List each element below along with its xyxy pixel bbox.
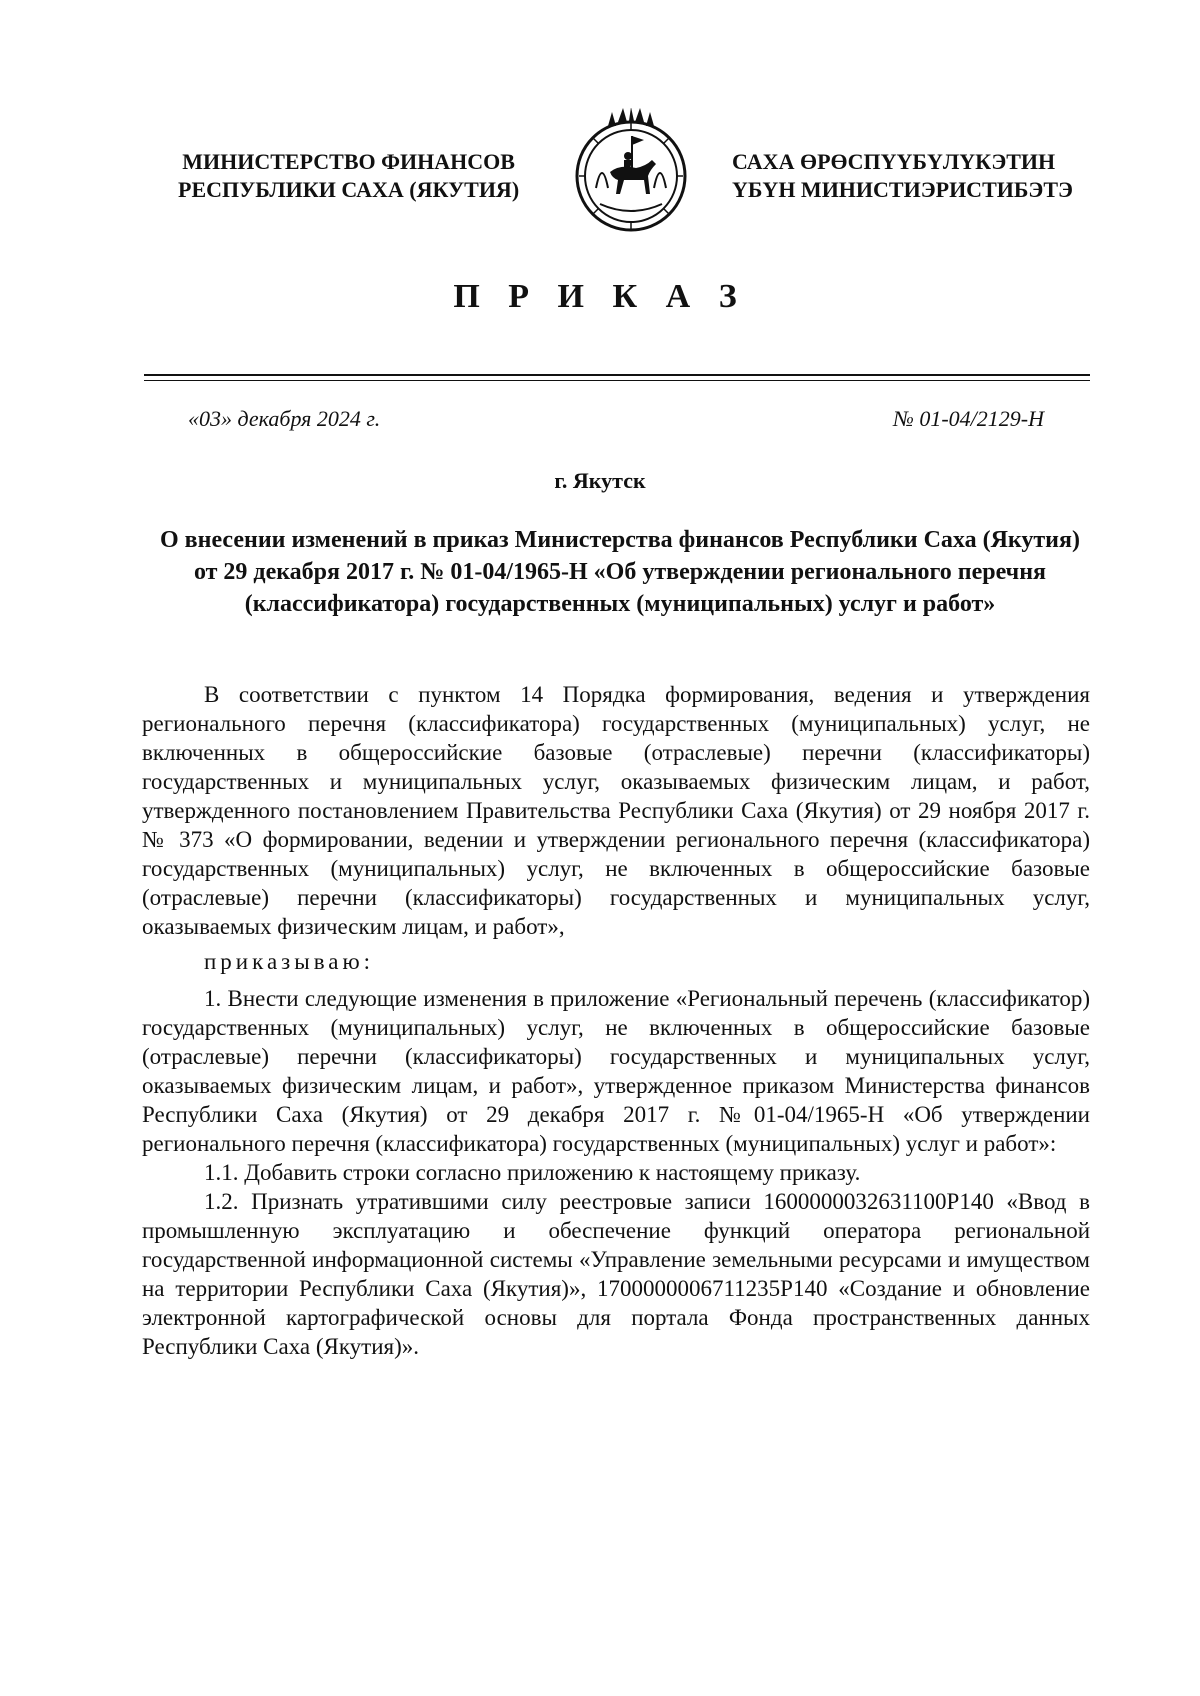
ministry-name-russian-line1: МИНИСТЕРСТВО ФИНАНСОВ [182,149,515,174]
ministry-name-sakha-line1: САХА ӨРӨСПҮҮБҮЛҮКЭТИН [732,149,1056,174]
item-1-paragraph: 1. Внести следующие изменения в приложение «Региональный перечень (классификатор) государственных (муниципальных) услуг, не включенных в общероссийские базовые (отраслевые) перечни (классификаторы) государственных и муниципальных услуг, оказываемых физическим лицам, и работ», утвержденное приказом Министерства финансов Республики Саха (Якутия) от 29 декабря 2017 г. №01-04/1965-Н «Об утверждении регионального перечня (классификатора) государственных (муниципальных) услуг и работ»: [142,986,1090,1156]
ministry-name-sakha-line2: ҮБҮН МИНИСТИЭРИСТИБЭТЭ [732,177,1073,202]
coat-of-arms-emblem-icon [572,108,690,233]
document-header [0,108,1200,258]
document-number: № 01-04/2129-Н [893,406,1044,431]
document-date: «03» декабря 2024 г. [188,406,381,431]
document-body [142,680,1090,1361]
document-city: г. Якутск [554,468,646,493]
document-type-title: П Р И К А З [453,278,747,315]
ministry-name-russian-line2: РЕСПУБЛИКИ САХА (ЯКУТИЯ) [178,177,520,202]
preamble-paragraph: В соответствии с пунктом 14 Порядка формирования, ведения и утверждения регионального перечня (классификатора) государственных (муниципальных) услуг, не включенных в общероссийские базовые (отраслевые) перечни (классификаторы) государственных и муниципальных услуг, оказываемых физическим лицам, и работ, утвержденного постановлением Правительства Республики Саха (Якутия) от 29 ноября 2017 г. № 373 «О формировании, ведении и утверждении регионального перечня (классификатора) государственных (муниципальных) услуг, не включенных в общероссийские базовые (отраслевые) перечни (классификаторы) государственных и муниципальных услуг, оказываемых физическим лицам, и работ», [142,682,1090,939]
ministry-name-sakha [732,148,1073,204]
header-divider-thick [144,374,1090,376]
item-1-1-paragraph: 1.1. Добавить строки согласно приложению к настоящему приказу. [204,1160,861,1185]
header-divider-thin [144,380,1090,381]
document-heading: О внесении изменений в приказ Министерства финансов Республики Саха (Якутия) от 29 декабря 2017 г. № 01-04/1965-Н «Об утверждении регионального перечня (классификатора) государственных (муниципальных) услуг и работ» [160,527,1080,617]
order-word: приказываю: [204,949,375,974]
ministry-name-russian [178,148,519,204]
item-1-2-paragraph: 1.2. Признать утратившими силу реестровые записи 1600000032631100Р140 «Ввод в промышленную эксплуатацию и обеспечение функций оператора региональной государственной информационной системы «Управление земельными ресурсами и имуществом на территории Республики Саха (Якутия)», 1700000006711235Р140 «Создание и обновление электронной картографической основы для портала Фонда пространственных данных Республики Саха (Якутия)». [142,1189,1090,1359]
